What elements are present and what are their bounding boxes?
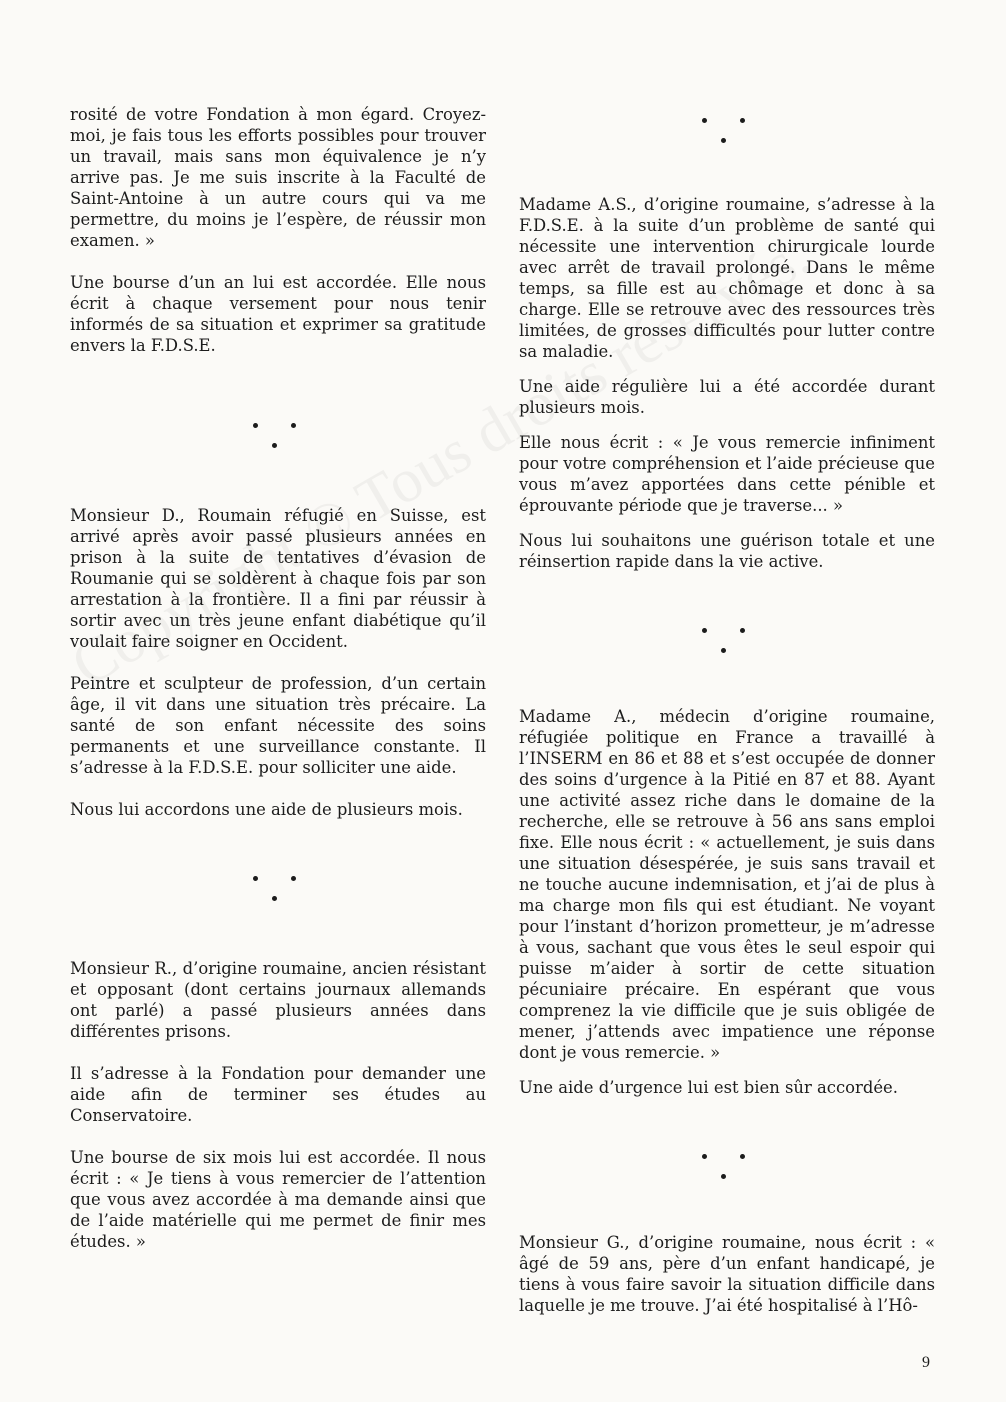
paragraph: Nous lui souhaitons une guérison totale et une réinsertion rapide dans la vie active. (519, 531, 935, 571)
paragraph: Nous lui accordons une aide de plusieurs mois. (70, 800, 463, 819)
paragraph: Peintre et sculpteur de profession, d’un certain âge, il vit dans une situation très précaire. La santé de son enfant nécessite des soins permanents et une surveillance constante. Il s’adresse à la F.D.S.E. pour solliciter une aide. (70, 674, 486, 777)
section-separator (519, 118, 935, 144)
paragraph: Une bourse d’un an lui est accordée. Elle nous écrit à chaque versement pour nous tenir informés de sa situation et exprimer sa gratitude envers la F.D.S.E. (70, 273, 486, 355)
paragraph: Monsieur R., d’origine roumaine, ancien résistant et opposant (dont certains journaux allemands ont parlé) a passé plusieurs années dans différentes prisons. (70, 959, 486, 1041)
paragraph: Une bourse de six mois lui est accordée. Il nous écrit : « Je tiens à vous remercier de l’attention que vous avez accordée à ma demande ainsi que de l’aide matérielle qui me permet de finir mes études. » (70, 1148, 486, 1251)
paragraph: Madame A., médecin d’origine roumaine, réfugiée politique en France a travaillé à l’INSERM en 86 et 88 et s’est occupée de donner des soins d’urgence à la Pitié en 87 et 88. Ayant une activité assez riche dans le domaine de la recherche, elle se retrouve à 56 ans sans emploi fixe. Elle nous écrit : « actuellement, je suis dans une situation désespérée, je suis sans travail et ne touche aucune indemnisation, et j’ai de plus à ma charge mon fils qui est étudiant. Ne voyant pour l’instant d’horizon prometteur, je m’adresse à vous, sachant que vous êtes le seul espoir qui puisse m’aider à sortir de cette situation pécuniaire précaire. En espérant que vous comprenez la vie difficile que je suis obligée de mener, j’attends avec impatience une réponse dont je vous remercie. » (519, 707, 935, 1062)
paragraph: Il s’adresse à la Fondation pour demander une aide afin de terminer ses études au Conservatoire. (70, 1064, 486, 1125)
paragraph: Elle nous écrit : « Je vous remercie infiniment pour votre compréhension et l’aide précieuse que vous m’avez apportées dans cette pénible et éprouvante période que je traverse... » (519, 433, 935, 515)
section-separator (519, 1154, 935, 1180)
section-separator (70, 423, 486, 449)
left-column (70, 104, 486, 1252)
section-separator (519, 628, 935, 654)
page-number: 9 (922, 1354, 930, 1371)
paragraph: Monsieur G., d’origine roumaine, nous écrit : « âgé de 59 ans, père d’un enfant handicapé, je tiens à vous faire savoir la situation difficile dans laquelle je me trouve. J’ai été hospitalisé à l’Hô- (519, 1233, 935, 1315)
right-column (519, 104, 935, 1316)
paragraph: Madame A.S., d’origine roumaine, s’adresse à la F.D.S.E. à la suite d’un problème de santé qui nécessite une intervention chirurgicale lourde avec arrêt de travail prolongé. Dans le même temps, sa fille est au chômage et donc à sa charge. Elle se retrouve avec des ressources très limitées, de grosses difficultés pour lutter contre sa maladie. (519, 195, 935, 361)
paragraph: Une aide d’urgence lui est bien sûr accordée. (519, 1078, 898, 1097)
paragraph: Monsieur D., Roumain réfugié en Suisse, est arrivé après avoir passé plusieurs années en prison à la suite de tentatives d’évasion de Roumanie qui se soldèrent à chaque fois par son arrestation à la frontière. Il a fini par réussir à sortir avec un très jeune enfant diabétique qu’il voulait faire soigner en Occident. (70, 506, 486, 651)
paragraph: rosité de votre Fondation à mon égard. Croyez-moi, je fais tous les efforts possibles pour trouver un travail, mais sans mon équivalence je n’y arrive pas. Je me suis inscrite à la Faculté de Saint-Antoine à un autre cours qui va me permettre, du moins je l’espère, de réussir mon examen. » (70, 105, 486, 250)
paragraph: Une aide régulière lui a été accordée durant plusieurs mois. (519, 377, 935, 417)
section-separator (70, 876, 486, 902)
